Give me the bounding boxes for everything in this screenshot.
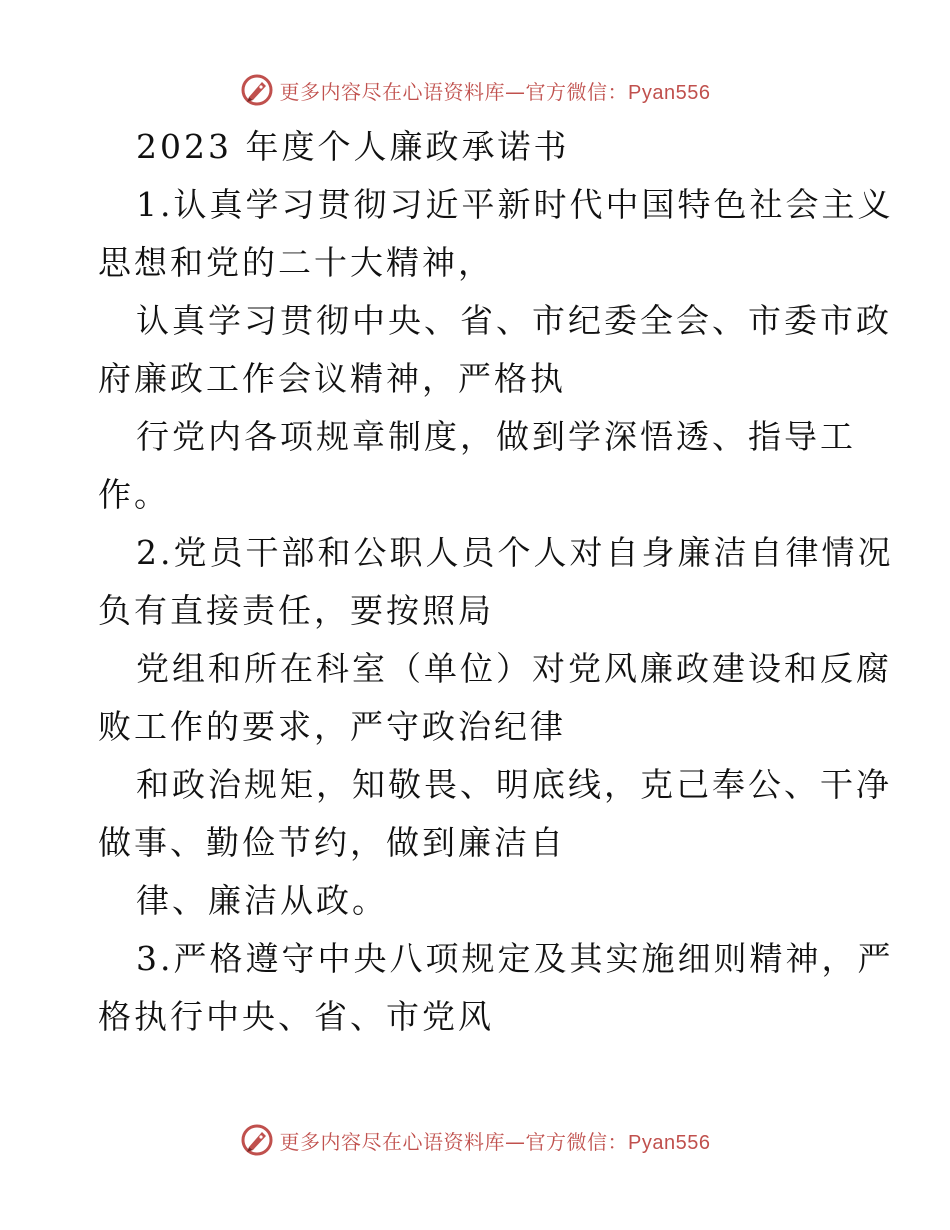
paragraph-line: 3.严格遵守中央八项规定及其实施细则精神，严 bbox=[136, 939, 894, 978]
paragraph-line: 行党内各项规章制度，做到学深悟透、指导工 bbox=[136, 417, 856, 456]
paragraph-line: 律、廉洁从政。 bbox=[136, 881, 388, 920]
paragraph-line: 格执行中央、省、市党风 bbox=[98, 997, 494, 1036]
pen-nib-logo-icon bbox=[240, 1123, 274, 1157]
footer-watermark bbox=[0, 1120, 950, 1160]
paragraph-line: 认真学习贯彻中央、省、市纪委全会、市委市政 bbox=[136, 301, 892, 340]
paragraph-line: 2.党员干部和公职人员个人对自身廉洁自律情况 bbox=[136, 533, 894, 572]
watermark-text: 更多内容尽在心语资料库—官方微信：Pyan556 bbox=[279, 1129, 711, 1154]
paragraph-line: 党组和所在科室（单位）对党风廉政建设和反腐 bbox=[136, 649, 892, 688]
header-watermark bbox=[0, 70, 950, 110]
document-title: 2023 年度个人廉政承诺书 bbox=[136, 127, 570, 166]
paragraph-line: 负有直接责任，要按照局 bbox=[98, 591, 494, 630]
paragraph-line: 和政治规矩，知敬畏、明底线，克己奉公、干净 bbox=[136, 765, 892, 804]
pen-nib-logo-icon bbox=[240, 73, 274, 107]
paragraph-line: 府廉政工作会议精神，严格执 bbox=[98, 359, 566, 398]
document-body bbox=[98, 118, 894, 1046]
paragraph-line: 1.认真学习贯彻习近平新时代中国特色社会主义 bbox=[136, 185, 894, 224]
paragraph-line: 思想和党的二十大精神， bbox=[98, 243, 494, 282]
paragraph-line: 作。 bbox=[98, 475, 170, 514]
paragraph-line: 做事、勤俭节约，做到廉洁自 bbox=[98, 823, 566, 862]
watermark-text: 更多内容尽在心语资料库—官方微信：Pyan556 bbox=[279, 79, 711, 104]
paragraph-line: 败工作的要求，严守政治纪律 bbox=[98, 707, 566, 746]
